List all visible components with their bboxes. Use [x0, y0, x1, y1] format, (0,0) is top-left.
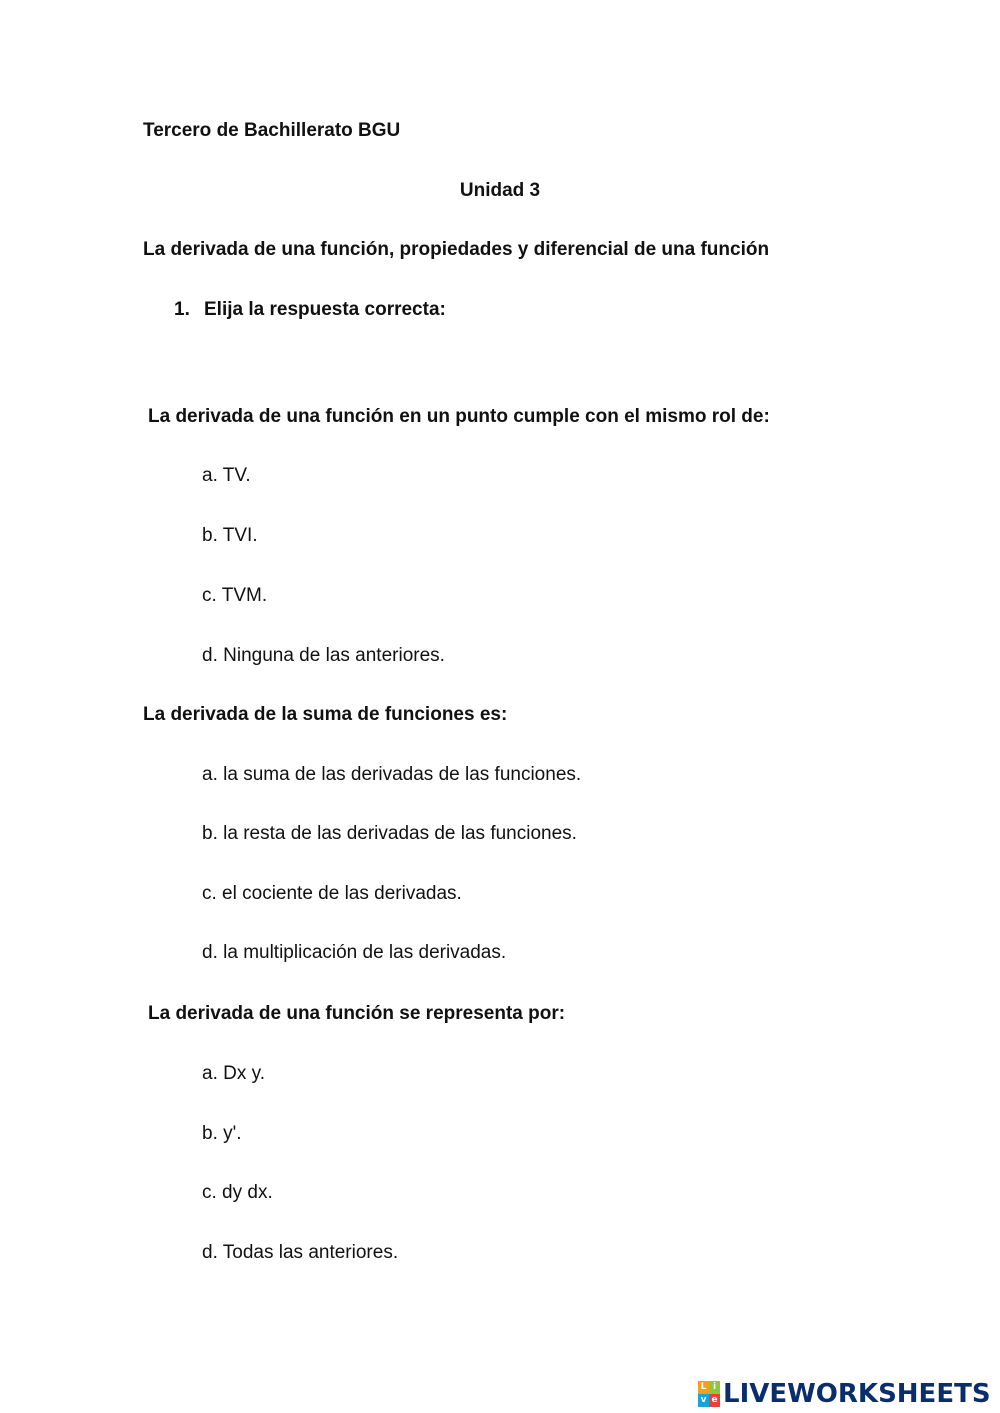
question-1-option-d[interactable]: d. Ninguna de las anteriores.	[202, 645, 445, 666]
question-3-option-b[interactable]: b. y'.	[202, 1123, 242, 1144]
question-3-prompt: La derivada de una función se representa por:	[148, 1003, 566, 1024]
question-1-option-b[interactable]: b. TVI.	[202, 525, 258, 546]
unit-title: Unidad 3	[459, 180, 541, 201]
question-1-option-a[interactable]: a. TV.	[202, 465, 251, 486]
instruction-text: Elija la respuesta correcta:	[204, 299, 446, 320]
question-2-option-a[interactable]: a. la suma de las derivadas de las funciones.	[202, 764, 582, 785]
question-1-prompt: La derivada de una función en un punto cumple con el mismo rol de:	[148, 406, 770, 427]
liveworksheets-mark-icon: L i v e	[698, 1381, 720, 1407]
instruction-number: 1.	[174, 299, 190, 320]
question-2-option-d[interactable]: d. la multiplicación de las derivadas.	[202, 942, 507, 963]
liveworksheets-logo	[698, 1378, 991, 1410]
question-2-option-c[interactable]: c. el cociente de las derivadas.	[202, 883, 462, 904]
liveworksheets-wordmark: LIVEWORKSHEETS	[723, 1379, 991, 1409]
question-3-option-d[interactable]: d. Todas las anteriores.	[202, 1242, 399, 1263]
question-1-option-c[interactable]: c. TVM.	[202, 585, 268, 606]
question-3-option-c[interactable]: c. dy dx.	[202, 1182, 273, 1203]
question-2-prompt: La derivada de la suma de funciones es:	[143, 704, 508, 725]
course-title: Tercero de Bachillerato BGU	[143, 120, 401, 141]
question-2-option-b[interactable]: b. la resta de las derivadas de las funciones.	[202, 823, 577, 844]
question-3-option-a[interactable]: a. Dx y.	[202, 1063, 265, 1084]
topic-title: La derivada de una función, propiedades y diferencial de una función	[143, 239, 770, 260]
